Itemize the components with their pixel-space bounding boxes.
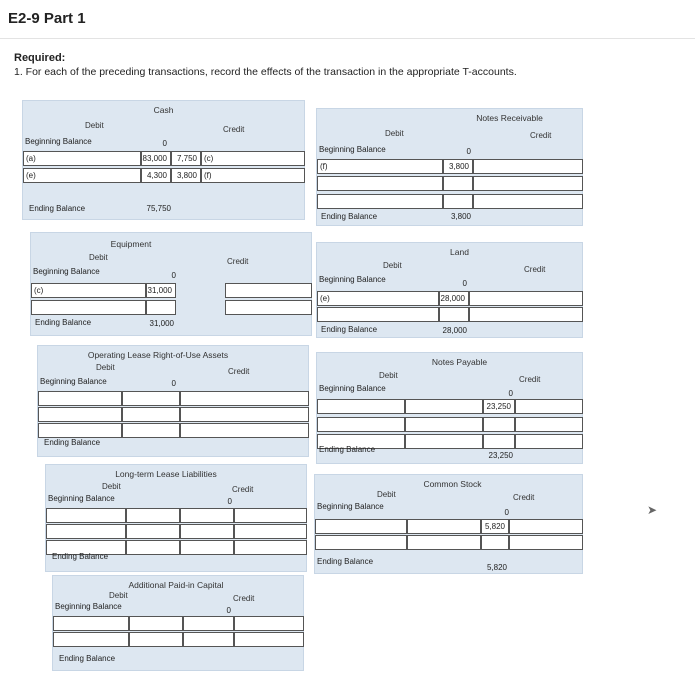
notes-receivable-row2-label[interactable] [317, 176, 443, 191]
cash-debit-header: Debit [85, 121, 104, 130]
lease-liabilities-credit-header: Credit [232, 485, 254, 494]
apic-row1-credit[interactable] [183, 616, 234, 631]
notes-receivable-row-f-debit[interactable]: 3,800 [443, 159, 473, 174]
lease-liabilities-title: Long-term Lease Liabilities [115, 469, 217, 479]
t-account-cash [22, 100, 305, 220]
land-ending-value: 28,000 [442, 326, 467, 335]
t-account-apic [52, 575, 304, 671]
cash-title: Cash [153, 105, 174, 115]
rou-assets-row1-debit[interactable] [122, 391, 180, 406]
header-divider [0, 38, 695, 39]
common-stock-row2-credit-label[interactable] [509, 535, 583, 550]
t-account-notes-payable [316, 352, 583, 464]
land-row-e-credit[interactable] [469, 291, 583, 306]
notes-receivable-row2-credit[interactable] [473, 176, 583, 191]
notes-receivable-ending-label: Ending Balance [321, 212, 378, 221]
cash-beginning-debit: 0 [162, 139, 167, 148]
apic-beginning-credit: 0 [226, 606, 231, 615]
lease-liabilities-row1-label[interactable] [46, 508, 126, 523]
notes-payable-row2-label[interactable] [317, 417, 405, 432]
apic-row2-credit-label[interactable] [234, 632, 304, 647]
t-account-equipment [30, 232, 312, 336]
rou-assets-ending-label: Ending Balance [44, 438, 101, 447]
notes-receivable-row2-debit[interactable] [443, 176, 473, 191]
notes-payable-row1-credit-label[interactable] [515, 399, 583, 414]
lease-liabilities-row2-debit[interactable] [126, 524, 180, 539]
lease-liabilities-beginning-label: Beginning Balance [48, 494, 115, 503]
cash-row-f-credit-label[interactable]: (f) [201, 168, 305, 183]
t-account-land [316, 242, 583, 338]
lease-liabilities-row2-credit-label[interactable] [234, 524, 307, 539]
t-account-lease-liabilities [45, 464, 307, 572]
notes-payable-beginning-label: Beginning Balance [319, 384, 386, 393]
rou-assets-row2-debit[interactable] [122, 407, 180, 422]
notes-payable-row1-label[interactable] [317, 399, 405, 414]
equipment-credit-header: Credit [227, 257, 249, 266]
lease-liabilities-ending-label: Ending Balance [52, 552, 109, 561]
land-row2-label[interactable] [317, 307, 439, 322]
land-beginning-debit: 0 [462, 279, 467, 288]
equipment-debit-header: Debit [89, 253, 108, 262]
lease-liabilities-row3-debit[interactable] [126, 540, 180, 555]
lease-liabilities-row2-credit[interactable] [180, 524, 234, 539]
equipment-ending-label: Ending Balance [35, 318, 92, 327]
common-stock-row2-label[interactable] [315, 535, 407, 550]
notes-payable-row3-credit-label[interactable] [515, 434, 583, 449]
notes-payable-row2-debit[interactable] [405, 417, 483, 432]
notes-receivable-row3-label[interactable] [317, 194, 443, 209]
rou-assets-row3-debit[interactable] [122, 423, 180, 438]
equipment-beginning-label: Beginning Balance [33, 267, 100, 276]
land-ending-label: Ending Balance [321, 325, 378, 334]
notes-payable-row3-debit[interactable] [405, 434, 483, 449]
notes-receivable-debit-header: Debit [385, 129, 404, 138]
rou-assets-debit-header: Debit [96, 363, 115, 372]
apic-ending-label: Ending Balance [59, 654, 116, 663]
land-credit-header: Credit [524, 265, 546, 274]
lease-liabilities-row1-credit-label[interactable] [234, 508, 307, 523]
equipment-row-c-debit[interactable]: 31,000 [146, 283, 176, 298]
rou-assets-title: Operating Lease Right-of-Use Assets [87, 350, 229, 360]
common-stock-row1-credit-label[interactable] [509, 519, 583, 534]
equipment-beginning-debit: 0 [171, 271, 176, 280]
equipment-row-c-credit[interactable] [225, 283, 312, 298]
rou-assets-beginning-debit: 0 [171, 379, 176, 388]
notes-payable-row2-credit-label[interactable] [515, 417, 583, 432]
apic-debit-header: Debit [109, 591, 128, 600]
rou-assets-row2-credit[interactable] [180, 407, 309, 422]
cash-row-e-label[interactable]: (e) [23, 168, 141, 183]
apic-row1-label[interactable] [53, 616, 129, 631]
notes-receivable-row3-credit[interactable] [473, 194, 583, 209]
common-stock-row2-debit[interactable] [407, 535, 481, 550]
lease-liabilities-row2-label[interactable] [46, 524, 126, 539]
apic-row1-debit[interactable] [129, 616, 183, 631]
cash-ending-label: Ending Balance [29, 204, 86, 213]
notes-payable-ending-value: 23,250 [488, 451, 513, 460]
notes-receivable-row-f-label[interactable]: (f) [317, 159, 443, 174]
notes-receivable-credit-header: Credit [530, 131, 552, 140]
cash-row-e-debit[interactable]: 4,300 [141, 168, 171, 183]
cash-credit-header: Credit [223, 125, 245, 134]
required-label: Required: [14, 52, 66, 64]
notes-payable-row1-credit[interactable]: 23,250 [483, 399, 515, 414]
rou-assets-credit-header: Credit [228, 367, 250, 376]
common-stock-row2-credit[interactable] [481, 535, 509, 550]
rou-assets-row3-label[interactable] [38, 423, 122, 438]
notes-receivable-ending-value: 3,800 [450, 212, 471, 221]
t-account-rou-assets [37, 345, 309, 457]
rou-assets-row1-label[interactable] [38, 391, 122, 406]
common-stock-title: Common Stock [423, 479, 482, 489]
common-stock-credit-header: Credit [513, 493, 535, 502]
common-stock-row1-debit[interactable] [407, 519, 481, 534]
notes-payable-ending-label: Ending Balance [319, 445, 376, 454]
page-title: E2-9 Part 1 [8, 10, 86, 27]
rou-assets-beginning-label: Beginning Balance [40, 377, 107, 386]
apic-row1-credit-label[interactable] [234, 616, 304, 631]
apic-row2-debit[interactable] [129, 632, 183, 647]
notes-receivable-row3-debit[interactable] [443, 194, 473, 209]
rou-assets-row1-credit[interactable] [180, 391, 309, 406]
land-row2-debit[interactable] [439, 307, 469, 322]
lease-liabilities-debit-header: Debit [102, 482, 121, 491]
common-stock-beginning-credit: 0 [504, 508, 509, 517]
common-stock-ending-label: Ending Balance [317, 557, 374, 566]
equipment-title: Equipment [110, 239, 152, 249]
equipment-row-c-label[interactable]: (c) [31, 283, 146, 298]
notes-payable-debit-header: Debit [379, 371, 398, 380]
cash-beginning-label: Beginning Balance [25, 137, 92, 146]
lease-liabilities-row3-credit[interactable] [180, 540, 234, 555]
notes-payable-beginning-credit: 0 [508, 389, 513, 398]
cash-ending-value: 75,750 [146, 204, 171, 213]
notes-payable-row1-debit[interactable] [405, 399, 483, 414]
apic-credit-header: Credit [233, 594, 255, 603]
lease-liabilities-row1-debit[interactable] [126, 508, 180, 523]
common-stock-beginning-label: Beginning Balance [317, 502, 384, 511]
mouse-cursor-icon: ➤ [647, 503, 658, 517]
lease-liabilities-row3-credit-label[interactable] [234, 540, 307, 555]
apic-row2-label[interactable] [53, 632, 129, 647]
rou-assets-row2-label[interactable] [38, 407, 122, 422]
apic-row2-credit[interactable] [183, 632, 234, 647]
notes-payable-title: Notes Payable [431, 357, 488, 367]
cash-row-a-label[interactable]: (a) [23, 151, 141, 166]
equipment-row2-credit[interactable] [225, 300, 312, 315]
notes-receivable-beginning-label: Beginning Balance [319, 145, 386, 154]
cash-row-a-debit[interactable]: 83,000 [141, 151, 171, 166]
lease-liabilities-beginning-credit: 0 [227, 497, 232, 506]
notes-payable-credit-header: Credit [519, 375, 541, 384]
notes-receivable-title: Notes Receivable [476, 113, 543, 123]
land-row-e-debit[interactable]: 28,000 [439, 291, 469, 306]
apic-title: Additional Paid-in Capital [128, 580, 224, 590]
notes-receivable-row-f-credit[interactable] [473, 159, 583, 174]
land-row2-credit[interactable] [469, 307, 583, 322]
instruction-text: 1. For each of the preceding transactions, record the effects of the transaction in the appropriate T-accounts. [14, 66, 517, 78]
common-stock-row1-label[interactable] [315, 519, 407, 534]
equipment-row2-label[interactable] [31, 300, 146, 315]
notes-receivable-beginning-debit: 0 [466, 147, 471, 156]
equipment-ending-value: 31,000 [149, 319, 174, 328]
land-debit-header: Debit [383, 261, 402, 270]
lease-liabilities-row1-credit[interactable] [180, 508, 234, 523]
common-stock-debit-header: Debit [377, 490, 396, 499]
notes-payable-row3-credit[interactable] [483, 434, 515, 449]
common-stock-row1-credit[interactable]: 5,820 [481, 519, 509, 534]
apic-beginning-label: Beginning Balance [55, 602, 122, 611]
cash-row-a-credit-label[interactable]: (c) [201, 151, 305, 166]
rou-assets-row3-credit[interactable] [180, 423, 309, 438]
equipment-row2-debit[interactable] [146, 300, 176, 315]
cash-row-a-credit[interactable]: 7,750 [171, 151, 201, 166]
land-title: Land [450, 247, 469, 257]
land-row-e-label[interactable]: (e) [317, 291, 439, 306]
cash-row-e-credit[interactable]: 3,800 [171, 168, 201, 183]
land-beginning-label: Beginning Balance [319, 275, 386, 284]
notes-payable-row2-credit[interactable] [483, 417, 515, 432]
t-account-common-stock [314, 474, 583, 574]
t-account-notes-receivable [316, 108, 583, 226]
common-stock-ending-value: 5,820 [486, 563, 507, 572]
